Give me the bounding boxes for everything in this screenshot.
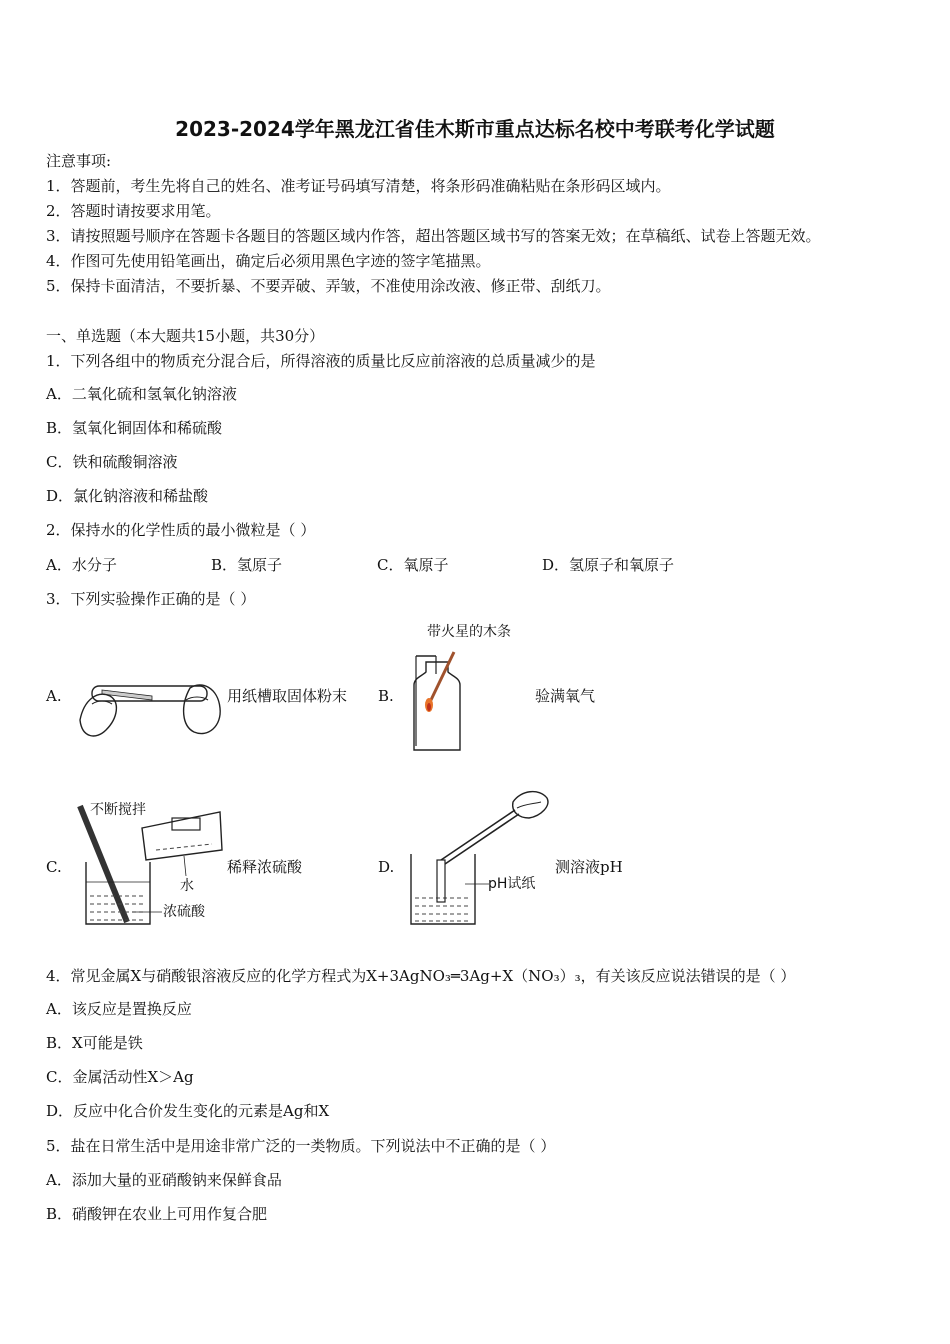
question-1-option-c: C．铁和硫酸铜溶液 bbox=[46, 453, 178, 471]
question-1-option-d: D．氯化钠溶液和稀盐酸 bbox=[46, 487, 209, 505]
splint-label: 带火星的木条 bbox=[427, 624, 511, 640]
question-2-option-c: C．氧原子 bbox=[377, 556, 449, 574]
notice-item: 2．答题时请按要求用笔。 bbox=[46, 202, 221, 220]
question-5-option-b: B．硝酸钾在农业上可用作复合肥 bbox=[46, 1205, 268, 1223]
question-3-option-b-letter: B. bbox=[378, 687, 394, 705]
question-3-option-a-caption: 用纸槽取固体粉末 bbox=[227, 687, 348, 705]
page-title: 2023-2024学年黑龙江省佳木斯市重点达标名校中考联考化学试题 bbox=[175, 117, 775, 141]
stir-label: 不断搅拌 bbox=[90, 802, 146, 818]
question-4-option-c: C．金属活动性X＞Ag bbox=[46, 1068, 194, 1086]
notice-item: 5．保持卡面清洁，不要折暴、不要弄破、弄皱，不准使用涂改液、修正带、刮纸刀。 bbox=[46, 277, 611, 295]
notice-item: 4．作图可先使用铅笔画出，确定后必须用黑色字迹的签字笔描黑。 bbox=[46, 252, 491, 270]
question-3-option-c-caption: 稀释浓硫酸 bbox=[227, 858, 303, 876]
question-3-option-a-letter: A. bbox=[46, 687, 62, 705]
question-2-stem: 2．保持水的化学性质的最小微粒是（ ） bbox=[46, 521, 316, 539]
question-2-option-a: A．水分子 bbox=[46, 556, 117, 574]
question-3-option-d-letter: D. bbox=[378, 858, 395, 876]
question-4-option-d: D．反应中化合价发生变化的元素是Ag和X bbox=[46, 1102, 330, 1120]
question-1-stem: 1．下列各组中的物质充分混合后，所得溶液的质量比反应前溶液的总质量减少的是 bbox=[46, 352, 596, 370]
section-heading: 一、单选题（本大题共15小题，共30分） bbox=[46, 327, 325, 345]
ph-paper-label: pH试纸 bbox=[488, 876, 536, 892]
notice-heading: 注意事项: bbox=[46, 152, 112, 170]
question-5-stem: 5．盐在日常生活中是用途非常广泛的一类物质。下列说法中不正确的是（ ） bbox=[46, 1137, 556, 1155]
question-2-option-b: B．氢原子 bbox=[211, 556, 283, 574]
question-3-option-b-caption: 验满氧气 bbox=[535, 687, 596, 705]
gas-bottle-figure bbox=[400, 650, 470, 755]
concentrated-acid-label: 浓硫酸 bbox=[163, 904, 205, 920]
question-5-option-a: A．添加大量的亚硝酸钠来保鲜食品 bbox=[46, 1171, 282, 1189]
notice-item: 3．请按照题号顺序在答题卡各题目的答题区域内作答，超出答题区域书写的答案无效；在草稿纸、试卷上答题无效。 bbox=[46, 227, 821, 245]
question-1-option-a: A．二氧化硫和氢氧化钠溶液 bbox=[46, 385, 237, 403]
question-1-option-b: B．氢氧化铜固体和稀硫酸 bbox=[46, 419, 223, 437]
question-3-option-c-letter: C. bbox=[46, 858, 62, 876]
notice-item: 1．答题前，考生先将自己的姓名、准考证号码填写清楚，将条形码准确粘贴在条形码区域内。 bbox=[46, 177, 671, 195]
question-4-option-b: B．X可能是铁 bbox=[46, 1034, 143, 1052]
ph-test-figure bbox=[405, 780, 555, 930]
question-2-option-d: D．氢原子和氧原子 bbox=[542, 556, 675, 574]
question-4-option-a: A．该反应是置换反应 bbox=[46, 1000, 192, 1018]
water-label: 水 bbox=[180, 878, 194, 894]
question-3-option-d-caption: 测溶液pH bbox=[555, 858, 623, 876]
question-3-stem: 3．下列实验操作正确的是（ ） bbox=[46, 590, 256, 608]
question-4-stem: 4．常见金属X与硝酸银溶液反应的化学方程式为X+3AgNO₃═3Ag+X（NO₃）₃，有关该反应说法错误的是（ ） bbox=[46, 967, 796, 985]
paper-trough-figure bbox=[72, 660, 227, 745]
